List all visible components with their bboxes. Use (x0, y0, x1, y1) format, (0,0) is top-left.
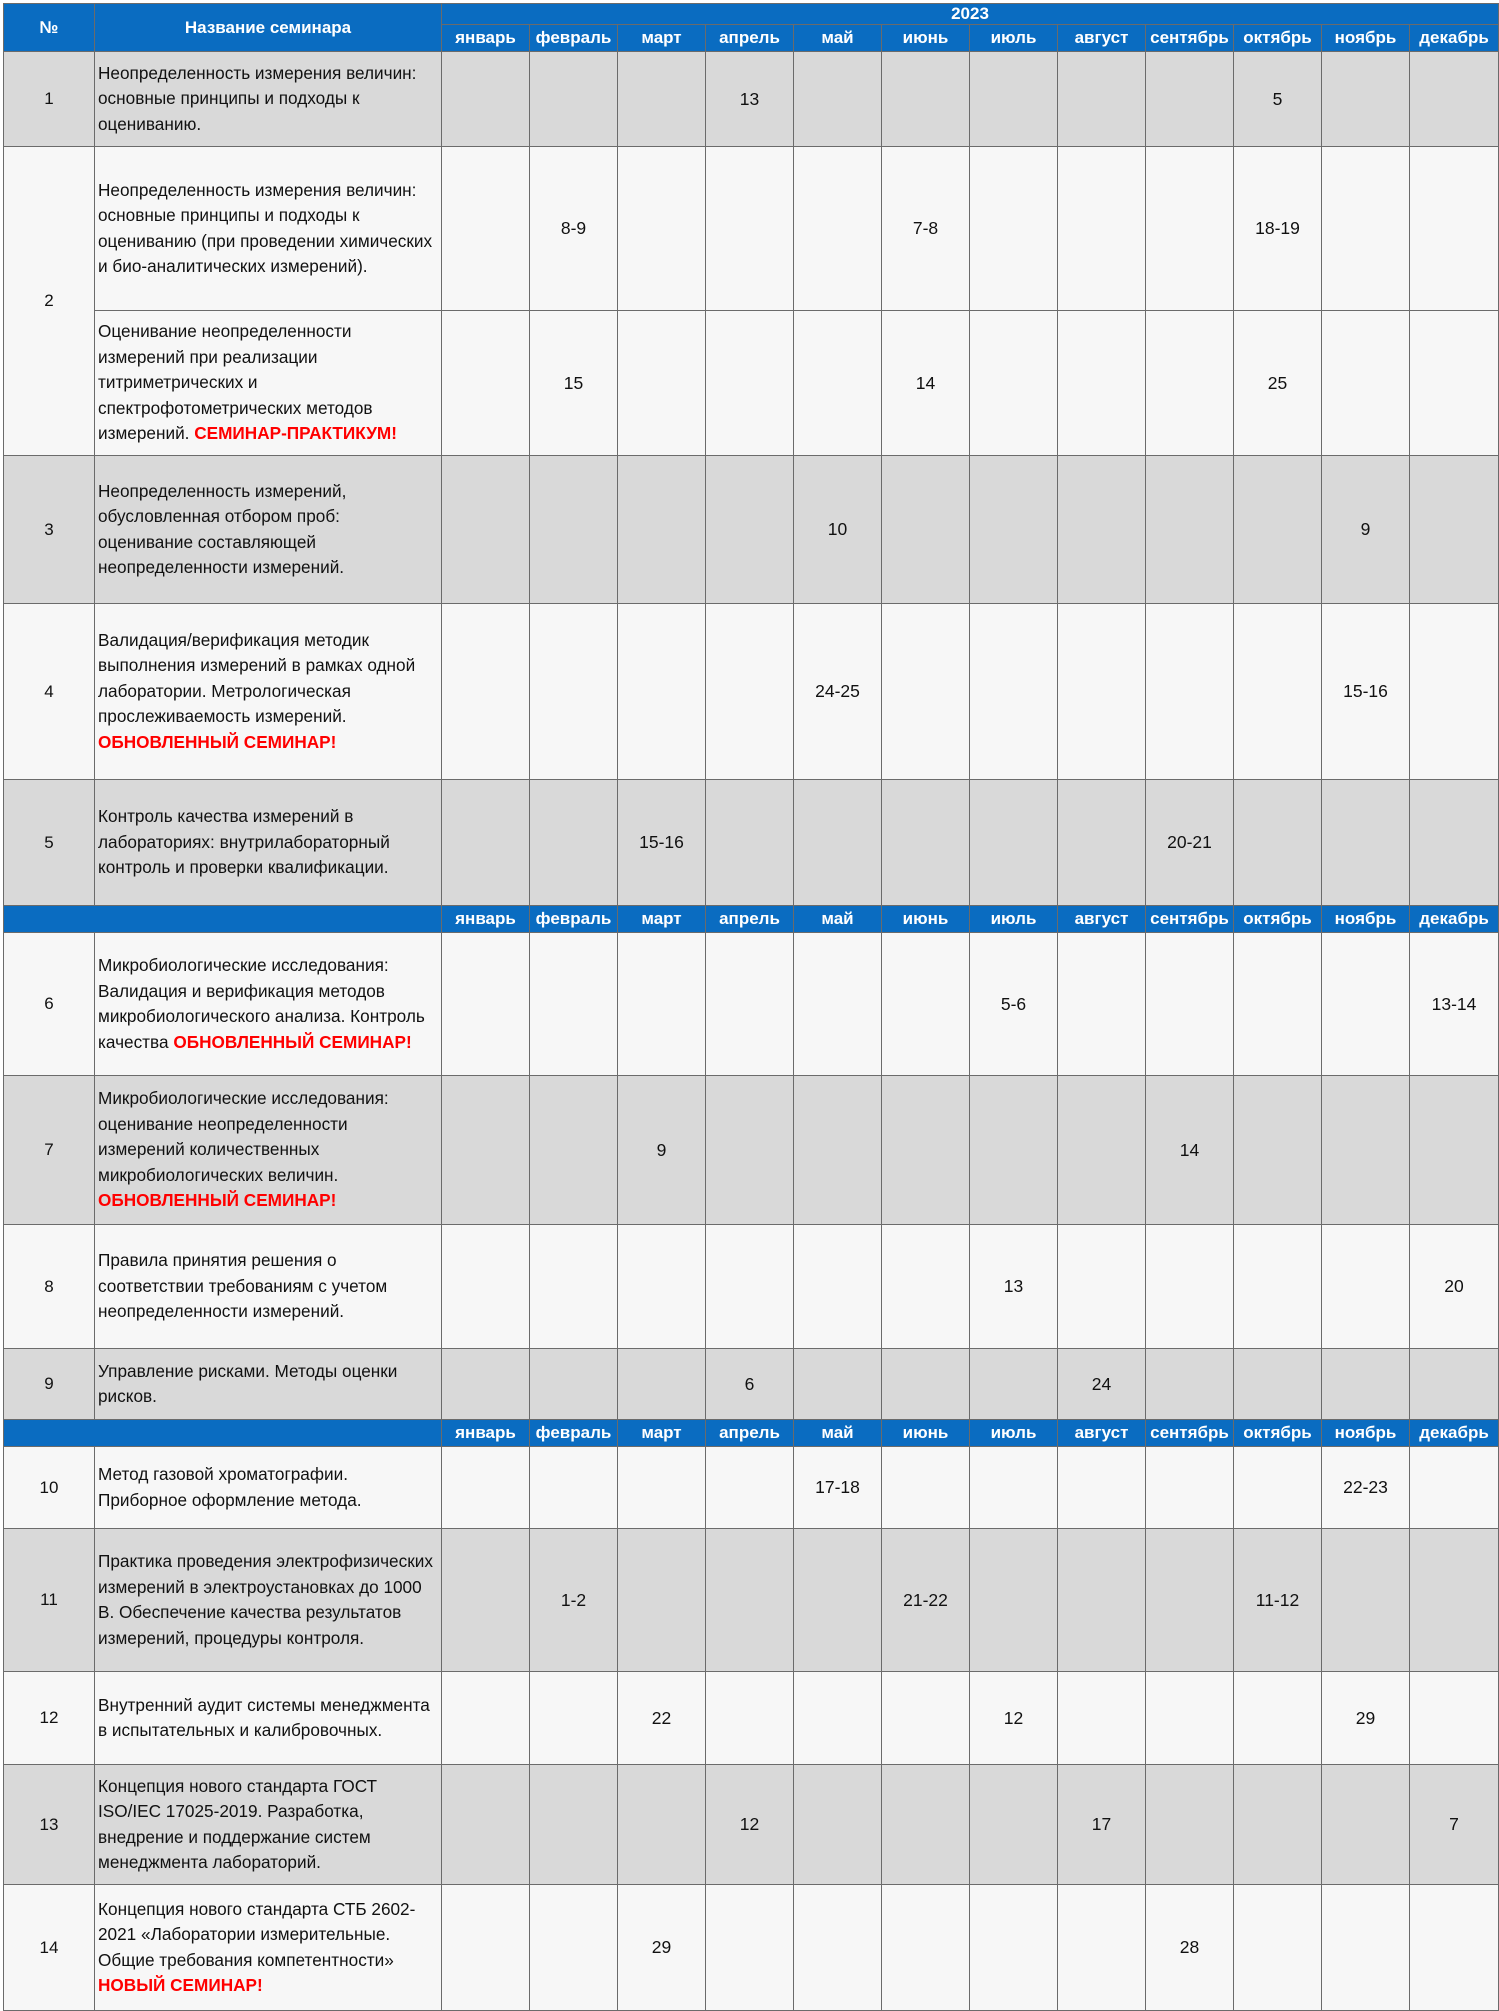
date-cell (618, 311, 706, 456)
month-header: сентябрь (1146, 1420, 1234, 1447)
seminar-title-text: Правила принятия решения о соответствии требованиям с учетом неопределенности измерений. (98, 1250, 388, 1322)
date-cell (1322, 933, 1410, 1076)
month-header: октябрь (1234, 906, 1322, 933)
date-cell (1146, 1447, 1234, 1529)
date-cell (1146, 604, 1234, 780)
seminar-number: 9 (4, 1349, 95, 1420)
month-header: январь (442, 906, 530, 933)
seminar-title (95, 1885, 442, 2011)
date-cell: 24-25 (794, 604, 882, 780)
seminar-row (4, 1349, 1499, 1420)
seminar-row (4, 1225, 1499, 1349)
seminar-title (95, 604, 442, 780)
date-cell (1410, 1447, 1499, 1529)
date-cell (442, 933, 530, 1076)
date-cell: 22 (618, 1672, 706, 1765)
seminar-highlight-badge: ОБНОВЛЕННЫЙ СЕМИНАР! (173, 1031, 412, 1052)
month-header: апрель (706, 906, 794, 933)
seminar-number: 7 (4, 1076, 95, 1225)
date-cell (618, 456, 706, 604)
date-cell (1146, 456, 1234, 604)
date-cell (1410, 1672, 1499, 1765)
date-cell: 20-21 (1146, 780, 1234, 906)
date-cell (618, 933, 706, 1076)
date-cell (970, 1529, 1058, 1672)
month-header: февраль (530, 25, 618, 52)
date-cell (618, 604, 706, 780)
year-header: 2023 (442, 4, 1499, 25)
month-header: июль (970, 25, 1058, 52)
date-cell (530, 1885, 618, 2011)
date-cell (1322, 311, 1410, 456)
date-cell (706, 1076, 794, 1225)
date-cell (1322, 52, 1410, 147)
date-cell (1234, 456, 1322, 604)
seminar-number: 13 (4, 1765, 95, 1885)
date-cell (706, 311, 794, 456)
seminar-row (4, 1529, 1499, 1672)
month-header: ноябрь (1322, 1420, 1410, 1447)
date-cell (1234, 1225, 1322, 1349)
seminar-title (95, 52, 442, 147)
date-cell (1146, 1672, 1234, 1765)
seminar-title (95, 456, 442, 604)
date-cell (1322, 1225, 1410, 1349)
date-cell (1410, 1529, 1499, 1672)
date-cell (1146, 1529, 1234, 1672)
date-cell (1234, 780, 1322, 906)
date-cell (442, 147, 530, 311)
month-header: август (1058, 906, 1146, 933)
date-cell (530, 1672, 618, 1765)
seminar-row (4, 147, 1499, 311)
date-cell (794, 1349, 882, 1420)
date-cell: 15-16 (618, 780, 706, 906)
month-header: октябрь (1234, 25, 1322, 52)
date-cell: 21-22 (882, 1529, 970, 1672)
date-cell (1146, 1765, 1234, 1885)
date-cell: 22-23 (1322, 1447, 1410, 1529)
seminar-title-text: Неопределенность измерения величин: основные принципы и подходы к оцениванию (при проведении химических и био-аналитических измерений). (98, 179, 433, 276)
date-cell: 25 (1234, 311, 1322, 456)
date-cell (1058, 1529, 1146, 1672)
date-cell (442, 1672, 530, 1765)
date-cell (1058, 604, 1146, 780)
date-cell (442, 1529, 530, 1672)
seminar-row (4, 52, 1499, 147)
date-cell: 11-12 (1234, 1529, 1322, 1672)
date-cell (1322, 147, 1410, 311)
seminar-title-text: Контроль качества измерений в лабораториях: внутрилабораторный контроль и проверки квалификации. (98, 806, 390, 878)
seminar-title-text: Микробиологические исследования: оценивание неопределенности измерений количественных микробиологических величин. (98, 1088, 389, 1185)
month-header: декабрь (1410, 906, 1499, 933)
month-header: июнь (882, 906, 970, 933)
seminar-row (4, 604, 1499, 780)
month-header: январь (442, 25, 530, 52)
date-cell (1410, 52, 1499, 147)
date-cell (1146, 311, 1234, 456)
date-cell (794, 311, 882, 456)
seminar-row (4, 780, 1499, 906)
date-cell: 6 (706, 1349, 794, 1420)
date-cell: 15-16 (1322, 604, 1410, 780)
date-cell (1146, 1349, 1234, 1420)
month-header: ноябрь (1322, 25, 1410, 52)
date-cell (882, 1076, 970, 1225)
date-cell: 9 (1322, 456, 1410, 604)
date-cell (442, 456, 530, 604)
date-cell (442, 1225, 530, 1349)
seminar-title (95, 1529, 442, 1672)
seminar-number: 10 (4, 1447, 95, 1529)
seminar-title (95, 933, 442, 1076)
seminar-title (95, 147, 442, 311)
date-cell (1058, 933, 1146, 1076)
date-cell: 18-19 (1234, 147, 1322, 311)
month-header: декабрь (1410, 25, 1499, 52)
date-cell: 20 (1410, 1225, 1499, 1349)
seminar-number: 12 (4, 1672, 95, 1765)
date-cell (706, 604, 794, 780)
date-cell (1234, 1349, 1322, 1420)
date-cell: 14 (1146, 1076, 1234, 1225)
date-cell (1322, 780, 1410, 906)
month-header-spacer (4, 906, 442, 933)
date-cell (442, 1076, 530, 1225)
date-cell: 12 (970, 1672, 1058, 1765)
date-cell (1322, 1529, 1410, 1672)
date-cell (442, 311, 530, 456)
date-cell (706, 1529, 794, 1672)
date-cell (1058, 147, 1146, 311)
date-cell (618, 147, 706, 311)
date-cell: 17 (1058, 1765, 1146, 1885)
date-cell (1410, 311, 1499, 456)
date-cell: 15 (530, 311, 618, 456)
seminar-title-text: Неопределенность измерения величин: основные принципы и подходы к оцениванию. (98, 62, 417, 134)
date-cell (1322, 1765, 1410, 1885)
date-cell: 14 (882, 311, 970, 456)
month-header-row (4, 906, 1499, 933)
date-cell (882, 1672, 970, 1765)
month-header: май (794, 1420, 882, 1447)
month-header: август (1058, 25, 1146, 52)
date-cell: 24 (1058, 1349, 1146, 1420)
date-cell (442, 604, 530, 780)
seminar-row (4, 1885, 1499, 2011)
header-row (4, 4, 1499, 25)
date-cell (882, 780, 970, 906)
seminar-schedule-table (3, 3, 1499, 2011)
date-cell (970, 604, 1058, 780)
date-cell (1234, 1765, 1322, 1885)
date-cell (442, 1765, 530, 1885)
date-cell (1146, 933, 1234, 1076)
date-cell (1058, 780, 1146, 906)
seminar-row (4, 456, 1499, 604)
date-cell: 10 (794, 456, 882, 604)
date-cell (530, 1447, 618, 1529)
seminar-number: 8 (4, 1225, 95, 1349)
seminar-title (95, 1076, 442, 1225)
date-cell: 28 (1146, 1885, 1234, 2011)
date-cell (706, 1225, 794, 1349)
date-cell (442, 1885, 530, 2011)
date-cell (794, 1225, 882, 1349)
seminar-title-text: Практика проведения электрофизических измерений в электроустановках до 1000 В. Обеспечение качества результатов измерений, процедуры контроля. (98, 1551, 433, 1648)
date-cell (1146, 1225, 1234, 1349)
date-cell (882, 604, 970, 780)
date-cell (618, 1765, 706, 1885)
seminar-number: 11 (4, 1529, 95, 1672)
date-cell (1234, 933, 1322, 1076)
seminar-highlight-badge: НОВЫЙ СЕМИНАР! (98, 1975, 263, 1995)
seminar-title-text: Концепция нового стандарта ГОСТ ISO/IEC 17025-2019. Разработка, внедрение и поддержание систем менеджмента лабораторий. (98, 1775, 378, 1872)
date-cell (1410, 1885, 1499, 2011)
seminar-title (95, 1672, 442, 1765)
date-cell: 13 (706, 52, 794, 147)
date-cell (530, 1225, 618, 1349)
month-header: апрель (706, 1420, 794, 1447)
date-cell (1410, 1076, 1499, 1225)
date-cell (1234, 1076, 1322, 1225)
date-cell (1410, 1349, 1499, 1420)
seminar-title (95, 1349, 442, 1420)
date-cell (1322, 1076, 1410, 1225)
seminar-title-text: Управление рисками. Методы оценки рисков. (98, 1360, 398, 1406)
date-cell (970, 52, 1058, 147)
date-cell: 7-8 (882, 147, 970, 311)
date-cell: 29 (618, 1885, 706, 2011)
date-cell (794, 780, 882, 906)
date-cell (1058, 1447, 1146, 1529)
seminar-row (4, 311, 1499, 456)
date-cell (970, 1349, 1058, 1420)
date-cell (530, 456, 618, 604)
seminar-highlight-badge: СЕМИНАР-ПРАКТИКУМ! (194, 423, 397, 444)
seminar-row (4, 1672, 1499, 1765)
seminar-title-text: Внутренний аудит системы менеджмента в испытательных и калибровочных. (98, 1694, 430, 1740)
month-header: июнь (882, 1420, 970, 1447)
name-header: Название семинара (95, 4, 442, 52)
date-cell: 13 (970, 1225, 1058, 1349)
seminar-title-text: Метод газовой хроматографии. Приборное оформление метода. (98, 1464, 362, 1510)
seminar-number: 3 (4, 456, 95, 604)
seminar-row (4, 1765, 1499, 1885)
month-header-row (4, 1420, 1499, 1447)
date-cell (530, 604, 618, 780)
seminar-row (4, 1447, 1499, 1529)
date-cell: 12 (706, 1765, 794, 1885)
date-cell (706, 456, 794, 604)
date-cell (882, 933, 970, 1076)
date-cell (1410, 604, 1499, 780)
date-cell (970, 456, 1058, 604)
date-cell: 1-2 (530, 1529, 618, 1672)
date-cell (530, 933, 618, 1076)
date-cell (1234, 1885, 1322, 2011)
month-header: март (618, 906, 706, 933)
date-cell (1410, 147, 1499, 311)
date-cell (794, 147, 882, 311)
date-cell (1058, 1225, 1146, 1349)
date-cell (442, 52, 530, 147)
date-cell (1058, 456, 1146, 604)
date-cell (1322, 1349, 1410, 1420)
seminar-title-text: Концепция нового стандарта СТБ 2602-2021 «Лаборатории измерительные. Общие требования компетентности» (98, 1898, 416, 1970)
seminar-title-text: Неопределенность измерений, обусловленная отбором проб: оценивание составляющей неопределенности измерений. (98, 480, 347, 577)
date-cell (970, 1885, 1058, 2011)
seminar-number: 2 (4, 147, 95, 456)
date-cell (1410, 456, 1499, 604)
seminar-number: 4 (4, 604, 95, 780)
date-cell (442, 1349, 530, 1420)
date-cell (970, 1076, 1058, 1225)
date-cell: 29 (1322, 1672, 1410, 1765)
month-header: октябрь (1234, 1420, 1322, 1447)
month-header: март (618, 1420, 706, 1447)
date-cell (794, 1529, 882, 1672)
date-cell (882, 1225, 970, 1349)
month-header: июнь (882, 25, 970, 52)
date-cell (970, 780, 1058, 906)
month-header: февраль (530, 906, 618, 933)
date-cell (882, 1349, 970, 1420)
month-header: декабрь (1410, 1420, 1499, 1447)
date-cell (794, 52, 882, 147)
date-cell (1322, 1885, 1410, 2011)
date-cell (530, 780, 618, 906)
month-header: февраль (530, 1420, 618, 1447)
date-cell (530, 1349, 618, 1420)
date-cell (882, 456, 970, 604)
month-header: март (618, 25, 706, 52)
date-cell (1410, 780, 1499, 906)
month-header: июль (970, 906, 1058, 933)
date-cell: 8-9 (530, 147, 618, 311)
date-cell (442, 1447, 530, 1529)
month-header: май (794, 906, 882, 933)
seminar-number: 6 (4, 933, 95, 1076)
seminar-number: 1 (4, 52, 95, 147)
date-cell (442, 780, 530, 906)
seminar-number: 5 (4, 780, 95, 906)
date-cell (794, 1885, 882, 2011)
month-header: июль (970, 1420, 1058, 1447)
seminar-highlight-badge: ОБНОВЛЕННЫЙ СЕМИНАР! (98, 731, 337, 752)
date-cell: 5-6 (970, 933, 1058, 1076)
date-cell (618, 1349, 706, 1420)
date-cell (794, 1765, 882, 1885)
seminar-title-text: Микробиологические исследования: Валидация и верификация методов микробиологического анализа. Контроль качества (98, 955, 425, 1052)
date-cell (618, 1529, 706, 1672)
seminar-title-text: Оценивание неопределенности измерений при реализации титриметрических и спектрофотометрических методов измерений. (98, 321, 373, 444)
date-cell (1146, 147, 1234, 311)
date-cell (1058, 1672, 1146, 1765)
date-cell (530, 52, 618, 147)
date-cell (882, 1765, 970, 1885)
seminar-title (95, 1765, 442, 1885)
month-header: ноябрь (1322, 906, 1410, 933)
date-cell (1058, 52, 1146, 147)
month-header: май (794, 25, 882, 52)
date-cell (1234, 1447, 1322, 1529)
date-cell (1058, 1885, 1146, 2011)
seminar-row (4, 933, 1499, 1076)
date-cell (706, 780, 794, 906)
date-cell (794, 933, 882, 1076)
seminar-number: 14 (4, 1885, 95, 2011)
date-cell: 5 (1234, 52, 1322, 147)
date-cell (882, 52, 970, 147)
date-cell (706, 1672, 794, 1765)
date-cell: 7 (1410, 1765, 1499, 1885)
date-cell (1146, 52, 1234, 147)
date-cell (618, 52, 706, 147)
date-cell (970, 1447, 1058, 1529)
seminar-title (95, 311, 442, 456)
num-header: № (4, 4, 95, 52)
month-header: апрель (706, 25, 794, 52)
month-header: сентябрь (1146, 906, 1234, 933)
date-cell (970, 147, 1058, 311)
date-cell: 13-14 (1410, 933, 1499, 1076)
month-header: сентябрь (1146, 25, 1234, 52)
date-cell (618, 1447, 706, 1529)
date-cell: 17-18 (794, 1447, 882, 1529)
date-cell (882, 1447, 970, 1529)
date-cell (706, 933, 794, 1076)
date-cell (706, 1447, 794, 1529)
date-cell (530, 1076, 618, 1225)
seminar-title (95, 780, 442, 906)
date-cell (882, 1885, 970, 2011)
date-cell (1058, 311, 1146, 456)
date-cell (1058, 1076, 1146, 1225)
date-cell (530, 1765, 618, 1885)
date-cell (706, 147, 794, 311)
date-cell (970, 311, 1058, 456)
date-cell (1234, 1672, 1322, 1765)
month-header: январь (442, 1420, 530, 1447)
date-cell (794, 1672, 882, 1765)
date-cell: 9 (618, 1076, 706, 1225)
seminar-title (95, 1225, 442, 1349)
date-cell (706, 1885, 794, 2011)
seminar-highlight-badge: ОБНОВЛЕННЫЙ СЕМИНАР! (98, 1190, 337, 1211)
seminar-title (95, 1447, 442, 1529)
date-cell (618, 1225, 706, 1349)
seminar-title-text: Валидация/верификация методик выполнения измерений в рамках одной лаборатории. Метрологическая прослеживаемость измерений. (98, 629, 416, 727)
date-cell (794, 1076, 882, 1225)
seminar-row (4, 1076, 1499, 1225)
month-header-spacer (4, 1420, 442, 1447)
date-cell (970, 1765, 1058, 1885)
date-cell (1234, 604, 1322, 780)
month-header: август (1058, 1420, 1146, 1447)
